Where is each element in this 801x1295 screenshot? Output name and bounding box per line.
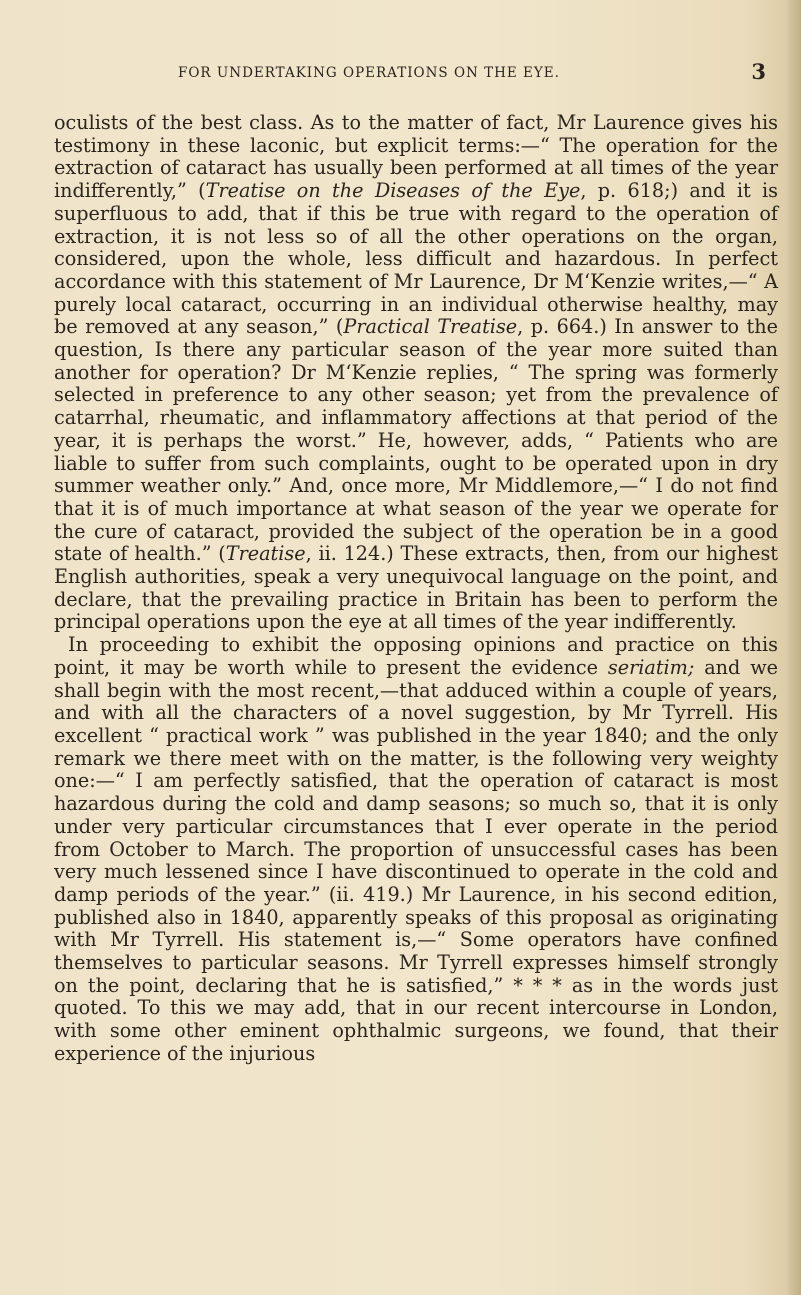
text-run: In proceeding to exhibit the opposing opinions and practice on this point, it may be worth while to present the evidence xyxy=(54,633,778,679)
latin-term: seriatim; xyxy=(607,655,695,679)
text-run: , p. 618;) and it is superfluous to add, that if this be true with regard to the operation of extraction, it is not less so of all the other operations on the organ, considered, upon the whole, less difficult and hazardous. In perfect accordance with this statement of Mr Laurence, Dr M‘Kenzie writes,—“ A purely local cataract, occurring in an individual otherwise healthy, may be removed at any season,” ( xyxy=(54,179,778,339)
page-number: 3 xyxy=(751,59,766,84)
body-text xyxy=(54,112,778,1066)
book-title: Practical Treatise xyxy=(343,315,518,339)
page-edge-shadow xyxy=(787,0,801,1295)
text-run: , ii. 124.) These extracts, then, from our highest English authorities, speak a very unequivocal language on the point, and declare, that the prevailing practice in Britain has been to perform the principal operations upon the eye at all times of the year indifferently. xyxy=(54,542,779,634)
page-header xyxy=(94,59,766,89)
text-run: oculists of the best class. As to the matter of fact, Mr Laurence gives his testimony in these laconic, but explicit terms:—“ The operation for the extraction of cataract has usually been performed at all times of the year indifferently,” ( xyxy=(54,111,778,203)
book-title: Treatise xyxy=(225,542,306,566)
book-title: Treatise on the Diseases of the Eye xyxy=(205,179,581,203)
text-run: and we shall begin with the most recent,—that adduced within a couple of years, and with all the characters of a novel suggestion, by Mr Tyrrell. His excellent “ practical work ” was published in the year 1840; and the only remark we there meet with on the matter, is the following very weighty one:—“ I am perfectly satisfied, that the operation of cataract is most hazardous during the cold and damp seasons; so much so, that it is only under very particular circumstances that I ever operate in the period from October to March. The proportion of unsuccessful cases has been very much lessened since I have discontinued to operate in the cold and damp periods of the year.” (ii. 419.) Mr Laurence, in his second edition, published also in 1840, apparently speaks of this proposal as originating with Mr Tyrrell. His statement is,—“ Some operators have confined themselves to particular seasons. Mr Tyrrell expresses himself strongly on the point, declaring that he is satisfied,” * * * as in the words just quoted. To this we may add, that in our recent intercourse in London, with some other eminent ophthalmic surgeons, we found, that their experience of the injurious xyxy=(54,655,778,1065)
paragraph-1 xyxy=(54,112,778,634)
paragraph-2 xyxy=(54,634,778,1065)
text-run: , p. 664.) In answer to the question, Is there any particular season of the year more suited than another for operation? Dr M‘Kenzie replies, “ The spring was formerly selected in preference to any other season; yet from the prevalence of catarrhal, rheumatic, and inflammatory affections at that period of the year, it is perhaps the worst.” He, however, adds, “ Patients who are liable to suffer from such complaints, ought to be operated upon in dry summer weather only.” And, once more, Mr Middlemore,—“ I do not find that it is of much importance at what season of the year we operate for the cure of cataract, provided the subject of the operation be in a good state of health.” ( xyxy=(54,315,778,566)
running-title: FOR UNDERTAKING OPERATIONS ON THE EYE. xyxy=(178,65,560,81)
